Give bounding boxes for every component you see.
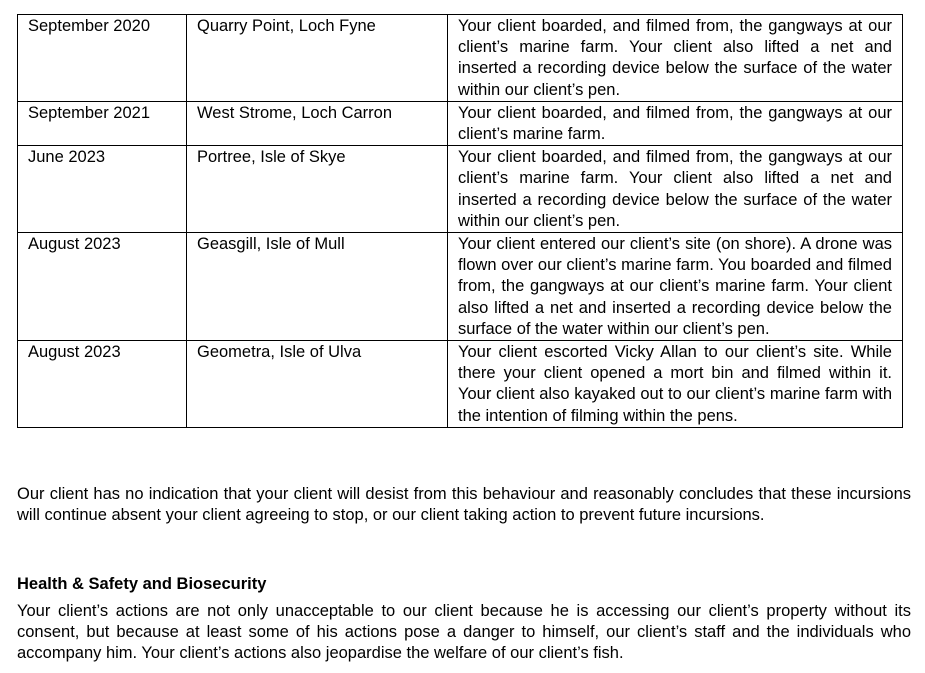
date-cell: September 2021 [18, 101, 187, 145]
section-heading: Health & Safety and Biosecurity [17, 575, 267, 593]
date-cell: August 2023 [18, 233, 187, 341]
table-row [18, 15, 903, 102]
table-row [18, 341, 903, 428]
description-cell: Your client escorted Vicky Allan to our client’s site. While there your client opened a mort bin and filmed within it. Your client also kayaked out to our client’s marine farm with the intention of filming within the pens. [448, 341, 903, 428]
location-cell: Geasgill, Isle of Mull [187, 233, 448, 341]
body-paragraph: Our client has no indication that your client will desist from this behaviour and reasonably concludes that these incursions will continue absent your client agreeing to stop, or our client taking action to prevent future incursions. [17, 485, 911, 525]
incidents-table [17, 14, 903, 428]
date-cell: September 2020 [18, 15, 187, 102]
date-cell: August 2023 [18, 341, 187, 428]
table-row [18, 233, 903, 341]
description-cell: Your client entered our client’s site (on shore). A drone was flown over our client’s marine farm. You boarded and filmed from, the gangways at our client’s marine farm. Your client also lifted a net and inserted a recording device below the surface of the water within our client’s pen. [448, 233, 903, 341]
description-cell: Your client boarded, and filmed from, the gangways at our client’s marine farm. [448, 101, 903, 145]
date-cell: June 2023 [18, 146, 187, 233]
location-cell: West Strome, Loch Carron [187, 101, 448, 145]
location-cell: Quarry Point, Loch Fyne [187, 15, 448, 102]
location-cell: Portree, Isle of Skye [187, 146, 448, 233]
table-row [18, 146, 903, 233]
body-paragraph: Your client’s actions are not only unacceptable to our client because he is accessing our client’s property without its consent, but because at least some of his actions pose a danger to himself, our client’s staff and the individuals who accompany him. Your client’s actions also jeopardise the welfare of our client’s fish. [17, 602, 911, 663]
table-row [18, 101, 903, 145]
description-cell: Your client boarded, and filmed from, the gangways at our client’s marine farm. Your client also lifted a net and inserted a recording device below the surface of the water within our client’s pen. [448, 15, 903, 102]
location-cell: Geometra, Isle of Ulva [187, 341, 448, 428]
description-cell: Your client boarded, and filmed from, the gangways at our client’s marine farm. Your client also lifted a net and inserted a recording device below the surface of the water within our client’s pen. [448, 146, 903, 233]
